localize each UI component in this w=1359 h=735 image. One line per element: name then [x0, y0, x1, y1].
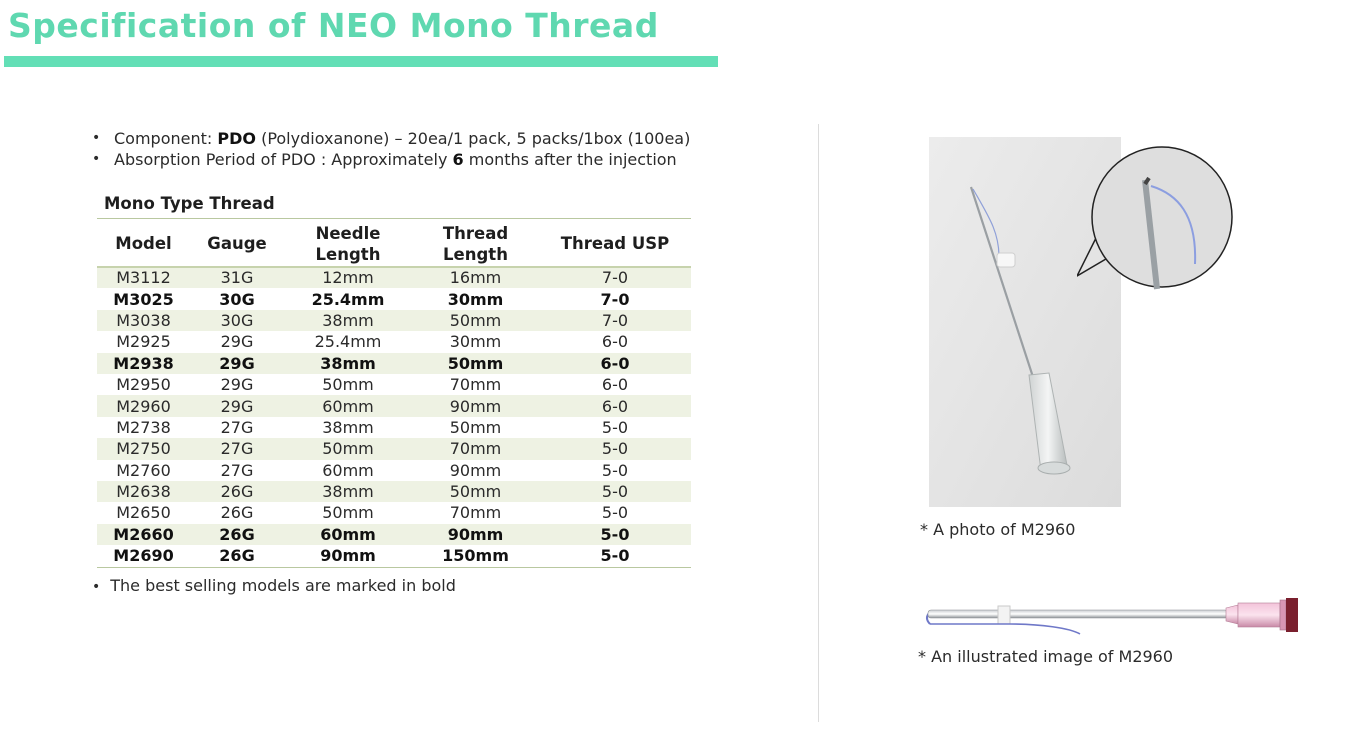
- header-thread-line1: Thread: [442, 223, 509, 243]
- table-top-line: [97, 218, 691, 219]
- best-selling-note: • The best selling models are marked in bold: [92, 576, 456, 595]
- table-caption: Mono Type Thread: [104, 194, 275, 213]
- cell-needle: 60mm: [284, 395, 412, 416]
- page-title: Specification of NEO Mono Thread: [8, 6, 659, 45]
- cell-thread: 70mm: [449, 503, 502, 523]
- cell-model: M2938: [97, 353, 190, 374]
- header-thread-usp: Thread USP: [560, 234, 670, 253]
- cell-gauge: 31G: [190, 267, 284, 288]
- table-row: [97, 502, 691, 523]
- cell-gauge: 27G: [220, 460, 254, 480]
- cell-needle: 50mm: [322, 375, 374, 395]
- cell-gauge: 29G: [220, 332, 254, 352]
- component-prefix: Component:: [114, 129, 218, 148]
- header-needle-line1: Needle: [315, 223, 381, 243]
- component-bold: PDO: [217, 129, 256, 148]
- table-row: [97, 374, 691, 395]
- cell-thread: 50mm: [412, 310, 539, 331]
- cell-thread: 30mm: [447, 289, 504, 309]
- table-header-line: [97, 266, 691, 268]
- table-row: [97, 545, 691, 566]
- cell-gauge: 30G: [190, 310, 284, 331]
- table-row: [97, 310, 691, 331]
- cell-usp: 5-0: [601, 417, 629, 437]
- cell-needle: 60mm: [322, 460, 374, 480]
- table-row: [97, 481, 691, 502]
- cell-gauge: 26G: [220, 503, 254, 523]
- header-needle-length: [284, 220, 412, 267]
- cell-usp: 5-0: [539, 438, 691, 459]
- table-body: [97, 267, 691, 566]
- photo-caption: * A photo of M2960: [920, 520, 1076, 539]
- cell-usp: 7-0: [539, 310, 691, 331]
- absorption-prefix: Absorption Period of PDO : Approximately: [114, 150, 453, 169]
- cell-usp: 6-0: [601, 332, 629, 352]
- component-suffix: (Polydioxanone) – 20ea/1 pack, 5 packs/1box (100ea): [255, 129, 691, 148]
- header-thread-length: [412, 220, 539, 267]
- cell-model: M2738: [116, 417, 171, 437]
- cell-thread: 30mm: [449, 332, 502, 352]
- cell-thread: 70mm: [449, 375, 502, 395]
- cell-needle: 60mm: [284, 524, 412, 545]
- spec-bullets: [92, 128, 690, 170]
- cell-needle: 25.4mm: [311, 289, 385, 309]
- cell-gauge: 29G: [190, 395, 284, 416]
- cell-thread: 90mm: [412, 524, 539, 545]
- cell-thread: 90mm: [449, 460, 502, 480]
- cell-needle: 25.4mm: [314, 332, 382, 352]
- cell-usp: 5-0: [600, 546, 630, 566]
- cell-usp: 6-0: [539, 395, 691, 416]
- cell-model: M2750: [97, 438, 190, 459]
- cell-needle: 38mm: [284, 353, 412, 374]
- table-row: [97, 331, 691, 352]
- cell-model: M3112: [97, 267, 190, 288]
- table-row: [97, 288, 691, 309]
- cell-model: M2638: [97, 481, 190, 502]
- cell-model: M2950: [116, 375, 171, 395]
- header-thread-line2: Length: [443, 244, 508, 264]
- table-row: [97, 267, 691, 288]
- cell-needle: 38mm: [322, 417, 374, 437]
- needle-illustration: [920, 594, 1304, 640]
- header-gauge: Gauge: [207, 234, 267, 253]
- table-row: [97, 395, 691, 416]
- cell-usp: 6-0: [539, 353, 691, 374]
- absorption-suffix: months after the injection: [463, 150, 677, 169]
- cell-model: M2760: [116, 460, 171, 480]
- cell-needle: 50mm: [322, 503, 374, 523]
- cell-gauge: 26G: [219, 546, 255, 566]
- illustration-caption: * An illustrated image of M2960: [918, 647, 1174, 666]
- cell-gauge: 29G: [220, 375, 254, 395]
- component-bullet: [92, 128, 690, 149]
- title-underline-bar: [4, 56, 718, 67]
- cell-needle: 90mm: [320, 546, 376, 566]
- cell-needle: 50mm: [284, 438, 412, 459]
- table-row: [97, 417, 691, 438]
- cell-thread: 50mm: [412, 353, 539, 374]
- cell-model: M2650: [116, 503, 171, 523]
- vertical-divider: [818, 124, 819, 722]
- table-row: [97, 524, 691, 545]
- spec-table: [97, 220, 691, 566]
- cell-gauge: 30G: [219, 289, 255, 309]
- cell-gauge: 27G: [220, 417, 254, 437]
- table-row: [97, 460, 691, 481]
- cell-model: M3038: [97, 310, 190, 331]
- cell-thread: 70mm: [412, 438, 539, 459]
- cell-usp: 5-0: [539, 524, 691, 545]
- cell-usp: 7-0: [539, 267, 691, 288]
- table-bottom-line: [97, 567, 691, 568]
- cell-needle: 12mm: [284, 267, 412, 288]
- absorption-bullet: [92, 149, 690, 170]
- cell-needle: 38mm: [284, 481, 412, 502]
- cell-thread: 150mm: [442, 546, 509, 566]
- header-model: Model: [115, 234, 172, 253]
- cell-model: M2960: [97, 395, 190, 416]
- cell-thread: 50mm: [412, 481, 539, 502]
- cell-usp: 5-0: [539, 481, 691, 502]
- needle-tip-zoom-bubble: [1077, 144, 1237, 294]
- cell-model: M2925: [116, 332, 171, 352]
- cell-thread: 16mm: [412, 267, 539, 288]
- cell-thread: 90mm: [412, 395, 539, 416]
- table-header-row: [97, 220, 691, 267]
- cell-gauge: 27G: [190, 438, 284, 459]
- cell-thread: 50mm: [449, 417, 502, 437]
- cell-usp: 7-0: [600, 289, 630, 309]
- cell-usp: 6-0: [601, 375, 629, 395]
- cell-model: M2660: [97, 524, 190, 545]
- table-row: [97, 438, 691, 459]
- cell-model: M3025: [113, 289, 174, 309]
- cell-needle: 38mm: [284, 310, 412, 331]
- cell-usp: 5-0: [601, 503, 629, 523]
- header-needle-line2: Length: [315, 244, 381, 264]
- table-row: [97, 353, 691, 374]
- cell-model: M2690: [113, 546, 174, 566]
- cell-usp: 5-0: [601, 460, 629, 480]
- cell-gauge: 29G: [190, 353, 284, 374]
- absorption-bold: 6: [452, 150, 464, 169]
- cell-gauge: 26G: [190, 481, 284, 502]
- cell-gauge: 26G: [190, 524, 284, 545]
